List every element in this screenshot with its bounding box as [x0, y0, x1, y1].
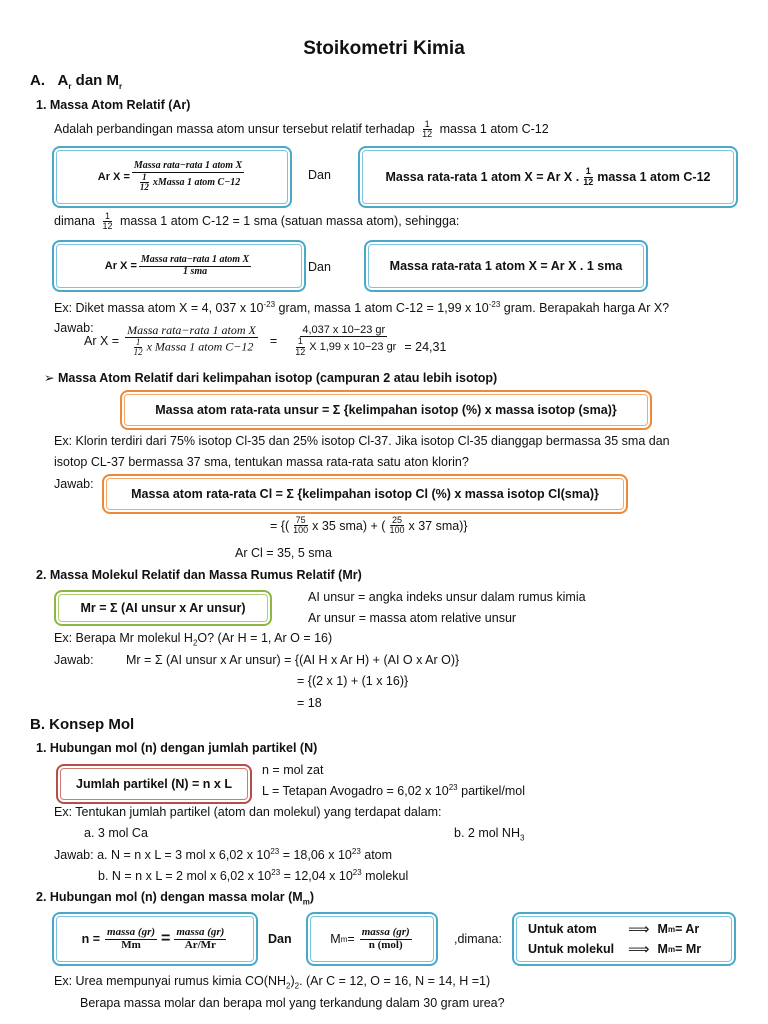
mm-case-atom-label: Untuk atom	[528, 922, 597, 936]
urea-ex-sub1: 2	[286, 981, 291, 991]
ar-formula-den	[134, 173, 242, 193]
mol-frac-2	[174, 927, 226, 951]
mr-line3: = 18	[297, 696, 322, 710]
urea-ex-line1	[54, 974, 490, 991]
mm-case-atom-post: = Ar	[675, 922, 700, 936]
ar-calc-den1	[128, 338, 256, 358]
ar-calc-den2-frac	[293, 337, 307, 357]
dimana-frac	[100, 212, 114, 232]
b1-ans-b-pre: b. N = n x L = 2 mol x 6,02 x 10	[98, 869, 272, 884]
section-a-sub1: r	[68, 82, 72, 91]
b2-heading-post: )	[309, 890, 314, 904]
ar-formula-num: Massa rata−rata 1 atom X	[133, 160, 243, 172]
ar-calc-den2	[289, 337, 398, 357]
isotop-formula-box: Massa atom rata-rata unsur = Σ {kelimpahan isotop (%) x massa isotop (sma)}	[120, 390, 652, 430]
s1-definition-prefix: Adalah perbandingan massa atom unsur tersebut relatif terhadap	[54, 122, 415, 137]
frac-num: 1	[135, 336, 141, 347]
ar-sma-den: 1 sma	[182, 265, 208, 277]
dan-label-3: Dan	[268, 932, 292, 946]
bullet-arrow-icon: ➢	[44, 371, 55, 385]
mm-case-atom-res: M	[657, 922, 668, 936]
page-title: Stoikometri Kimia	[303, 38, 465, 59]
b1-ans-b-sup1: 23	[271, 868, 281, 877]
b1-ans-a-mid: = 18,06 x 10	[279, 848, 352, 863]
mol-frac-1-num: massa (gr)	[107, 925, 156, 938]
b2-heading-pre: 2. Hubungan mol (n) dengan massa molar (M	[36, 890, 303, 904]
b1-note1: n = mol zat	[262, 763, 324, 777]
section-a-ar: A	[57, 72, 69, 89]
urea-ex-line2: Berapa massa molar dan berapa mol yang terkandung dalam 30 gram urea?	[80, 996, 505, 1010]
isotop-answer-box: Massa atom rata-rata Cl = Σ {kelimpahan isotop Cl (%) x massa isotop Cl(sma)}	[102, 474, 628, 514]
jumlah-partikel-box: Jumlah partikel (N) = n x L	[56, 764, 252, 804]
ar-calc-num1: Massa rata−rata 1 atom X	[127, 323, 256, 337]
section-a-heading	[30, 72, 122, 91]
mr-formula-box: Mr = Σ (AI unsur x Ar unsur)	[54, 590, 272, 626]
mr-line1: Mr = Σ (AI unsur x Ar unsur) = {(AI H x Ar H) + (AI O x Ar O)}	[126, 653, 460, 667]
mm-frac-den: n (mol)	[368, 938, 403, 951]
ar-calc-den1-post: x Massa 1 atom C−12	[146, 339, 254, 354]
jawab-label-1: Jawab:	[54, 321, 94, 335]
mm-case-atom	[528, 920, 699, 938]
ar-calc-lhs: Ar X =	[84, 333, 120, 348]
dimana-line	[54, 212, 459, 232]
mm-frac	[360, 927, 412, 951]
mm-case-molekul-post: = Mr	[675, 942, 702, 956]
frac-den: 12	[295, 346, 306, 357]
b1-note2	[262, 783, 525, 798]
mm-case-atom-sub: m	[667, 924, 676, 934]
urea-ex-mid: )	[290, 974, 295, 988]
s2-heading: 2. Massa Molekul Relatif dan Massa Rumus Relatif (Mr)	[36, 568, 362, 582]
b1-ans-a-pre: Jawab: a. N = n x L = 3 mol x 6,02 x 10	[54, 848, 271, 863]
ar-calc-num2: 4,037 x 10−23 gr	[302, 323, 386, 336]
s1-heading: 1. Massa Atom Relatif (Ar)	[36, 98, 191, 112]
massa-rata-pre: Massa rata-rata 1 atom X = Ar X .	[385, 170, 580, 184]
frac-den: 12	[133, 347, 143, 358]
isotop-frac-1	[291, 516, 310, 536]
frac-den: 12	[422, 129, 433, 140]
mr-line2: = {(2 x 1) + (1 x 16)}	[297, 674, 409, 688]
ex-ar-question	[54, 300, 669, 315]
mr-ex-pre: Ex: Berapa Mr molekul H	[54, 631, 193, 645]
frac-num: 1	[142, 171, 147, 182]
mm-eq: =	[347, 932, 355, 946]
double-arrow-icon: ⟹	[628, 921, 650, 938]
section-a-mid: dan M	[71, 72, 119, 89]
mm-case-molekul-label: Untuk molekul	[528, 942, 615, 956]
mol-frac-2-num: massa (gr)	[176, 925, 225, 938]
mm-formula-box	[306, 912, 438, 966]
ar-calc-den2-post: X 1,99 x 10−23 gr	[309, 340, 397, 353]
dimana-post: massa 1 atom C-12 = 1 sma (satuan massa atom), sehingga:	[119, 214, 460, 229]
frac-num: 1	[104, 211, 110, 221]
ar-sma-fraction	[139, 255, 251, 277]
isotop-ex-line1: Ex: Klorin terdiri dari 75% isotop Cl-35 dan 25% isotop Cl-37. Jika isotop Cl-35 dianggap bermassa 35 sma dan	[54, 434, 670, 448]
mol-frac-1	[105, 927, 157, 951]
frac-den: 12	[139, 182, 149, 193]
b2-heading	[36, 890, 314, 907]
b1-note2-post: partikel/mol	[457, 784, 526, 799]
b1-heading: 1. Hubungan mol (n) dengan jumlah partikel (N)	[36, 741, 318, 755]
urea-ex-post: . (Ar C = 12, O = 16, N = 14, H =1)	[299, 974, 491, 988]
isotop-calc	[270, 516, 468, 536]
b1-ans-a-sup2: 23	[351, 847, 361, 856]
ar-formula-box	[52, 146, 292, 208]
urea-ex-pre: Ex: Urea mempunyai rumus kimia CO(NH	[54, 974, 286, 988]
b2-heading-sub: m	[302, 897, 310, 907]
ar-calc-frac1	[125, 324, 258, 357]
section-a-letter: A.	[30, 72, 45, 89]
b1-opt-b-sub: 3	[520, 833, 525, 843]
ar-sma-num: Massa rata−rata 1 atom X	[140, 254, 250, 265]
mm-frac-num: massa (gr)	[361, 925, 410, 938]
mm-case-molekul	[528, 940, 701, 958]
ar-formula-den-frac	[138, 173, 151, 193]
ar-calc	[84, 324, 446, 357]
mm-cases-box	[512, 912, 736, 966]
isotop-heading	[44, 370, 497, 385]
ar-formula-lhs: Ar X =	[97, 171, 130, 183]
mm-case-molekul-res: M	[657, 942, 668, 956]
b1-ans-a-sup1: 23	[270, 847, 280, 856]
section-b-heading: B. Konsep Mol	[30, 716, 135, 733]
massa-rata-frac	[581, 167, 595, 187]
isotop-result: Ar Cl = 35, 5 sma	[235, 546, 332, 560]
b1-note2-pre: L = Tetapan Avogadro = 6,02 x 10	[262, 784, 449, 799]
mol-formula-lhs: n =	[81, 932, 101, 946]
ar-formula-den-post: xMassa 1 atom C−12	[152, 177, 241, 189]
b1-ans-b	[98, 868, 408, 883]
frac-den: 12	[102, 221, 113, 232]
mol-frac-2-den: Ar/Mr	[184, 938, 216, 951]
mr-ex	[54, 631, 332, 648]
ar-calc-eq: =	[269, 333, 278, 348]
ex-ar-b-sup: -23	[488, 300, 501, 309]
ar-calc-result: = 24,31	[404, 339, 447, 354]
b1-ans-a	[54, 847, 392, 862]
section-a-sub2: r	[118, 82, 123, 91]
massa-rata-box	[358, 146, 738, 208]
double-arrow-icon: ⟹	[628, 941, 650, 958]
ar-calc-den1-frac	[132, 338, 145, 358]
frac-num: 1	[297, 336, 303, 347]
frac-num: 75	[295, 515, 306, 525]
frac-num: 25	[391, 515, 402, 525]
b1-opt-b-pre: b. 2 mol NH	[454, 826, 520, 840]
isotop-heading-text: Massa Atom Relatif dari kelimpahan isotop (campuran 2 atau lebih isotop)	[57, 371, 498, 385]
massa-rata-post: massa 1 atom C-12	[597, 170, 711, 184]
mm-case-molekul-sub: m	[667, 944, 676, 954]
mr-note1: AI unsur = angka indeks unsur dalam rumus kimia	[308, 590, 586, 604]
b1-ans-b-post: molekul	[361, 869, 409, 884]
ex-ar-c: gram. Berapakah harga Ar X?	[500, 301, 670, 316]
mr-ex-post: O? (Ar H = 1, Ar O = 16)	[197, 631, 333, 645]
b1-note2-sup: 23	[448, 783, 458, 792]
frac-den: 12	[583, 176, 594, 187]
frac-num: 1	[585, 166, 591, 177]
massa-rata-sma-box: Massa rata-rata 1 atom X = Ar X . 1 sma	[364, 240, 648, 292]
b1-opt-a: a. 3 mol Ca	[84, 826, 148, 840]
b1-ex: Ex: Tentukan jumlah partikel (atom dan molekul) yang terdapat dalam:	[54, 805, 442, 819]
b1-ans-b-sup2: 23	[352, 868, 362, 877]
mr-ex-sub: 2	[192, 638, 198, 648]
dan-label-1: Dan	[308, 168, 331, 182]
mr-note2: Ar unsur = massa atom relative unsur	[308, 611, 517, 625]
mol-frac-1-den: Mm	[121, 938, 141, 951]
ar-sma-box	[52, 240, 306, 292]
ex-ar-a-sup: -23	[263, 300, 276, 309]
ar-sma-lhs: Ar X =	[104, 260, 137, 272]
isotop-calc-pre: = {(	[270, 518, 290, 533]
dimana-label: ,dimana:	[454, 932, 502, 946]
ex-ar-b: gram, massa 1 atom C-12 = 1,99 x 10	[275, 301, 489, 316]
frac-num: 1	[424, 119, 430, 129]
b1-ans-b-mid: = 12,04 x 10	[280, 869, 353, 884]
b1-ans-a-post: atom	[360, 848, 393, 863]
s1-definition-fraction	[420, 120, 434, 140]
dan-label-2: Dan	[308, 260, 331, 274]
frac-den: 100	[389, 525, 405, 536]
dimana-pre: dimana	[54, 214, 95, 229]
ex-ar-a: Ex: Diket massa atom X = 4, 037 x 10	[54, 301, 264, 316]
isotop-calc-post: x 37 sma)}	[408, 518, 468, 533]
mm-lhs-sub: m	[340, 934, 348, 944]
ar-calc-frac2	[289, 325, 398, 357]
b1-opt-b	[454, 826, 524, 843]
ar-formula-fraction	[132, 161, 244, 192]
jawab-label-2: Jawab:	[54, 477, 94, 491]
mm-lhs: M	[330, 932, 341, 946]
jawab-label-3: Jawab:	[54, 653, 94, 667]
s1-definition	[54, 120, 549, 140]
isotop-frac-2	[387, 516, 406, 536]
mol-formula-eq: =	[161, 930, 171, 947]
s1-definition-suffix: massa 1 atom C-12	[439, 122, 549, 137]
frac-den: 100	[293, 525, 309, 536]
mol-formula-box	[52, 912, 258, 966]
isotop-ex-line2: isotop CL-37 bermassa 37 sma, tentukan massa rata-rata satu aton klorin?	[54, 455, 469, 469]
isotop-calc-mid: x 35 sma) + (	[312, 518, 386, 533]
urea-ex-sub2: 2	[294, 981, 300, 991]
